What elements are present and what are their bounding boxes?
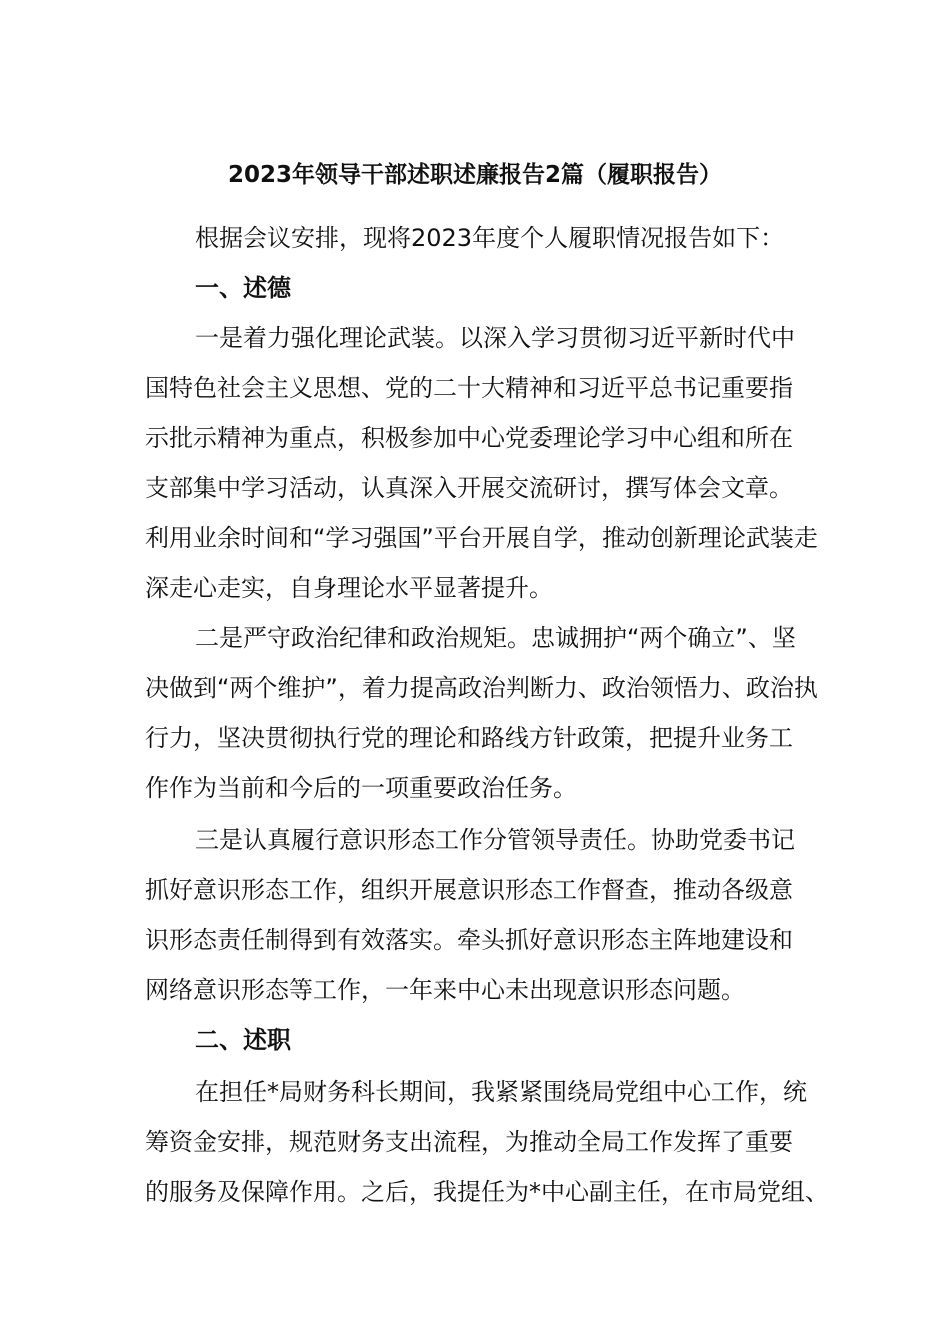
paragraph-line: 利用业余时间和“学习强国”平台开展自学，推动创新理论武装走 <box>145 524 818 552</box>
paragraph-line: 国特色社会主义思想、党的二十大精神和习近平总书记重要指 <box>145 374 793 402</box>
paragraph-line: 示批示精神为重点，积极参加中心党委理论学习中心组和所在 <box>145 424 793 452</box>
paragraph-line: 网络意识形态等工作，一年来中心未出现意识形态问题。 <box>145 976 745 1004</box>
paragraph-line: 在担任*局财务科长期间，我紧紧围绕局党组中心工作，统 <box>195 1078 807 1106</box>
section-heading-shude: 一、述德 <box>195 274 291 302</box>
paragraph-line: 行力，坚决贯彻执行党的理论和路线方针政策，把提升业务工 <box>145 724 793 752</box>
paragraph-line: 作作为当前和今后的一项重要政治任务。 <box>145 774 577 802</box>
section-heading-shuzhi: 二、述职 <box>195 1026 291 1054</box>
paragraph-line: 支部集中学习活动，认真深入开展交流研讨，撰写体会文章。 <box>145 474 793 502</box>
paragraph-line: 二是严守政治纪律和政治规矩。忠诚拥护“两个确立”、坚 <box>195 624 796 652</box>
paragraph-line: 抓好意识形态工作，组织开展意识形态工作督查，推动各级意 <box>145 876 793 904</box>
paragraph-line: 的服务及保障作用。之后，我提任为*中心副主任，在市局党组、 <box>145 1178 829 1206</box>
paragraph-line: 决做到“两个维护”，着力提高政治判断力、政治领悟力、政治执 <box>145 674 818 702</box>
intro-line: 根据会议安排，现将2023年度个人履职情况报告如下： <box>195 224 785 252</box>
paragraph-line: 识形态责任制得到有效落实。牵头抓好意识形态主阵地建设和 <box>145 926 793 954</box>
paragraph-line: 一是着力强化理论武装。以深入学习贯彻习近平新时代中 <box>195 324 795 352</box>
paragraph-line: 深走心走实，自身理论水平显著提升。 <box>145 574 553 602</box>
document-title: 2023年领导干部述职述廉报告2篇（履职报告） <box>227 162 723 188</box>
paragraph-line: 三是认真履行意识形态工作分管领导责任。协助党委书记 <box>195 826 795 854</box>
paragraph-line: 筹资金安排，规范财务支出流程，为推动全局工作发挥了重要 <box>145 1128 793 1156</box>
